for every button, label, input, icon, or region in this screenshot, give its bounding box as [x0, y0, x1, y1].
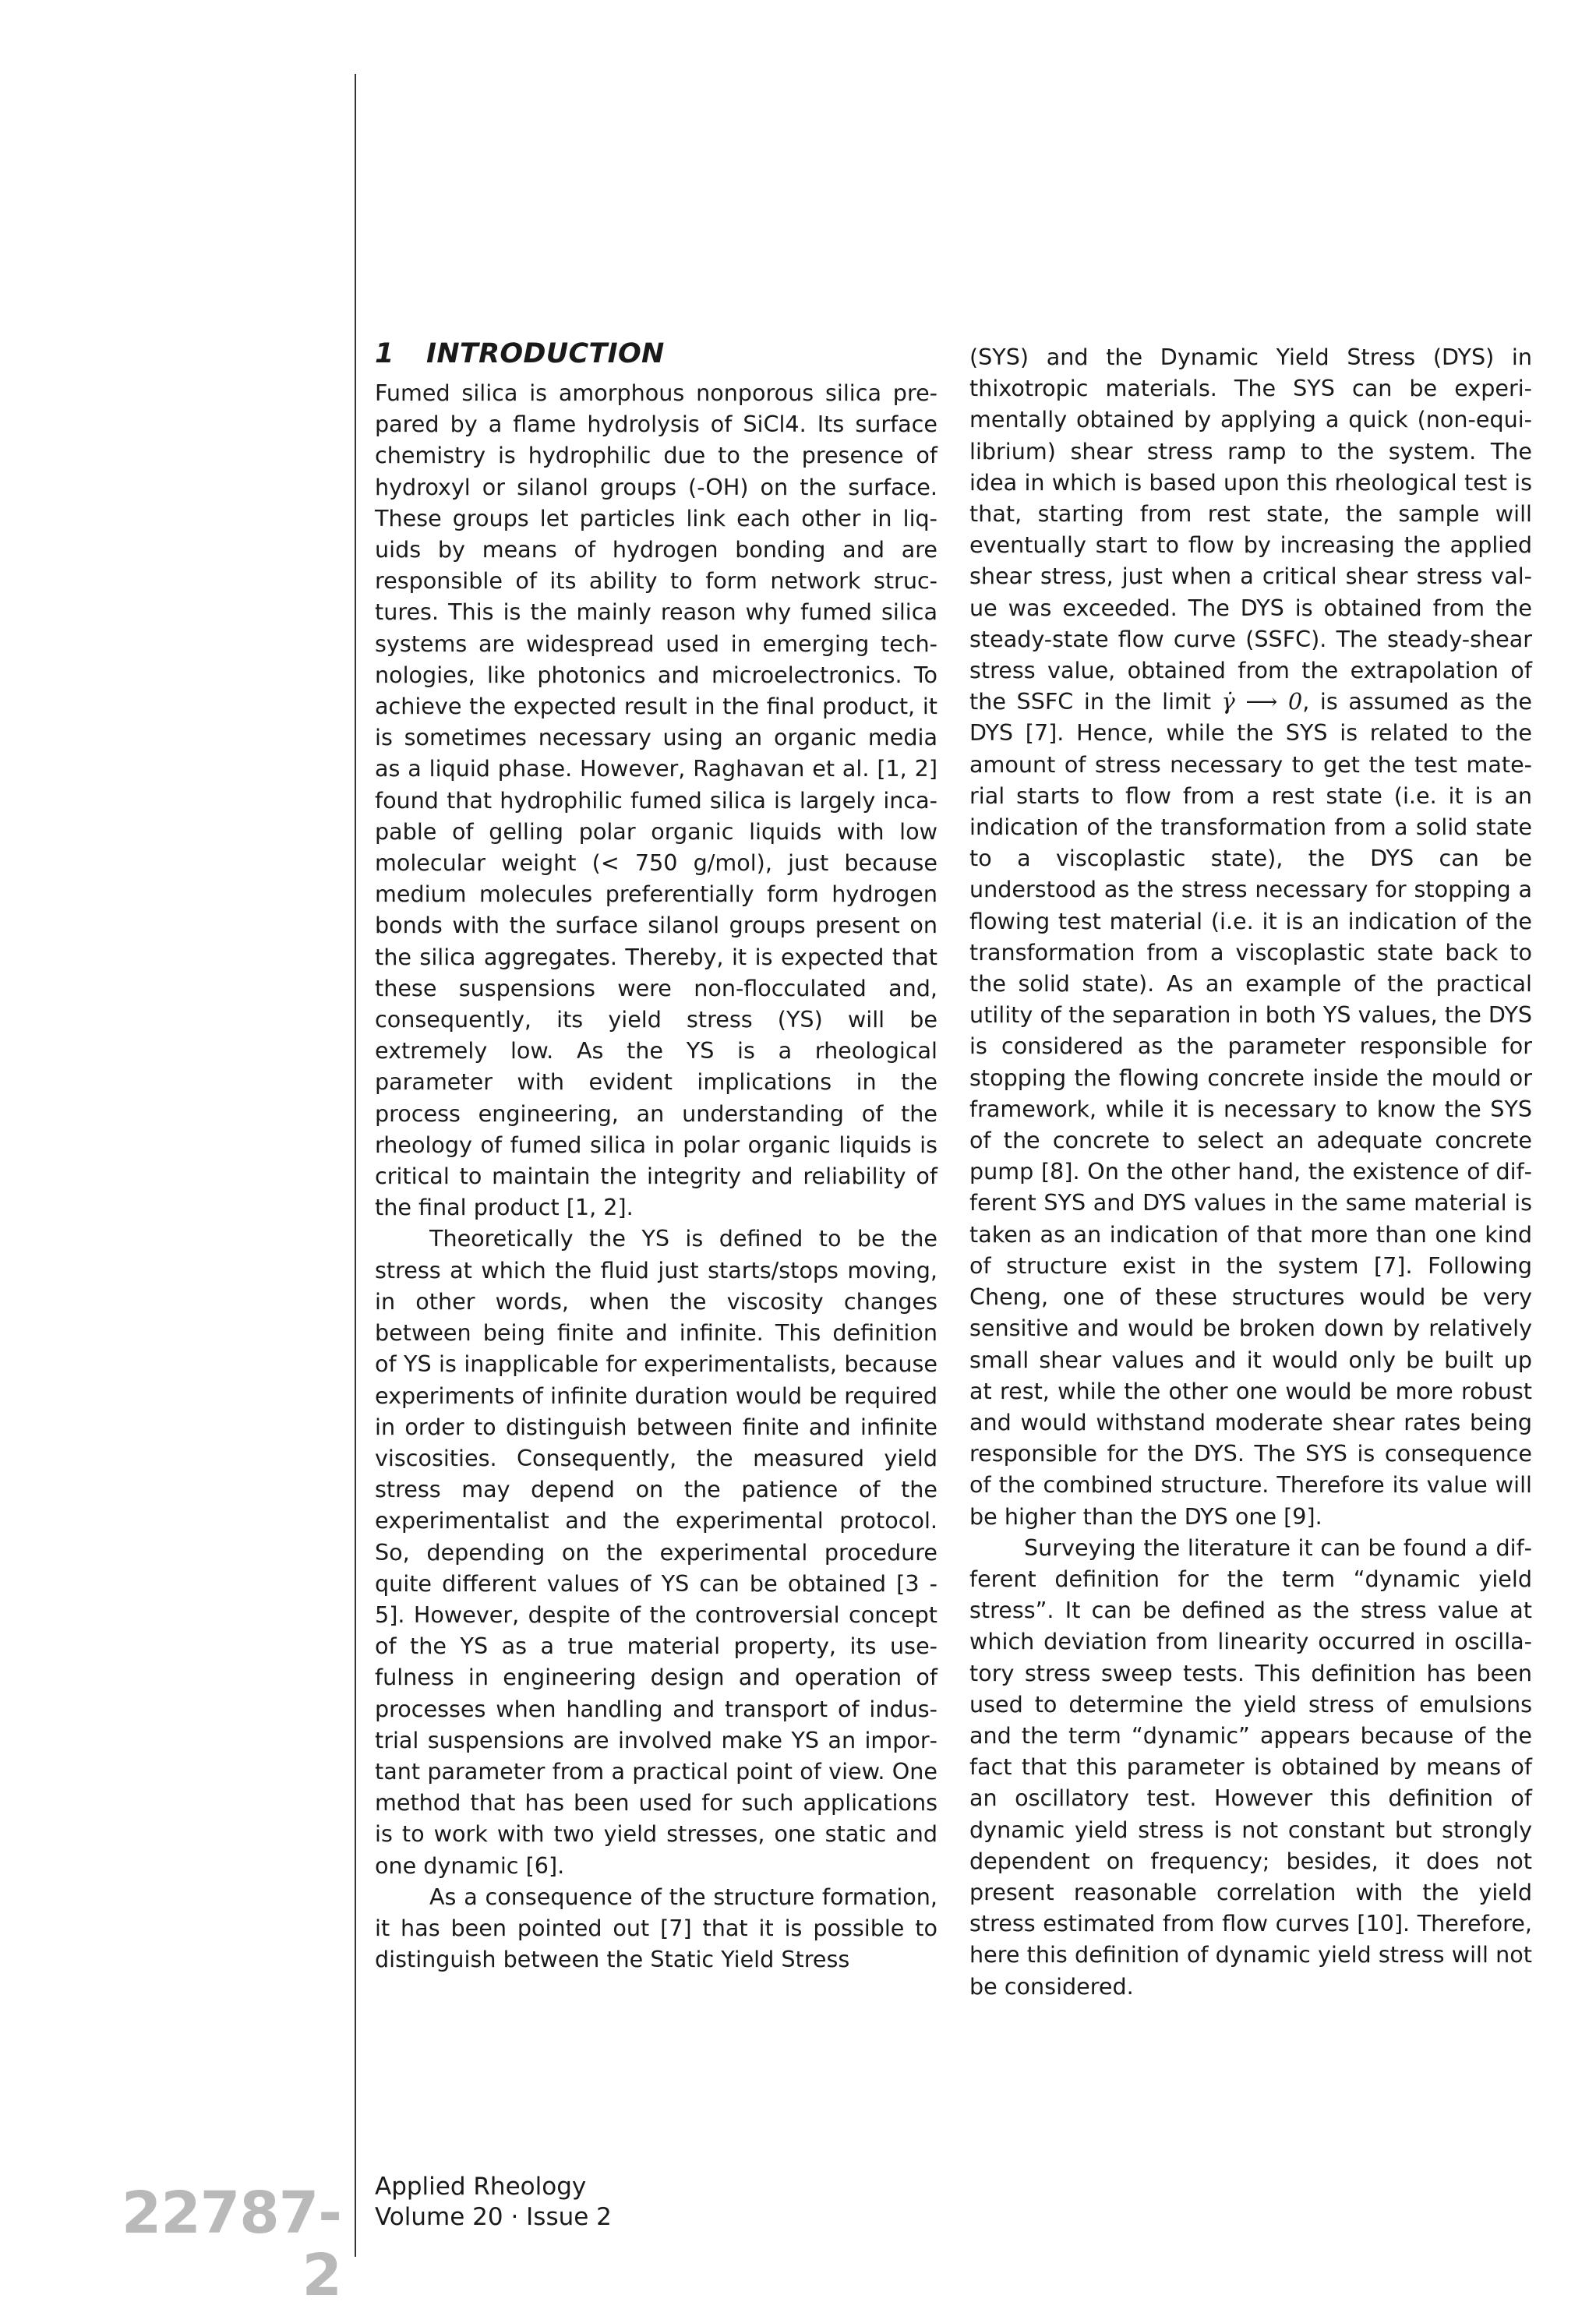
vertical-margin-rule — [355, 74, 356, 2257]
section-number: 1 — [375, 338, 394, 369]
intro-paragraph-3-continued — [969, 341, 1532, 1532]
page-number: 22787-2 — [121, 2180, 341, 2309]
intro-paragraph-2: Theoretically the YS is defined to be the stress at which the fluid just starts/stops moving, in other words, when the viscosity changes between being finite and infinite. This definition of YS is inapplicable for experimentalists, because experiments of infinite duration would be required in order to distinguish between finite and infinite viscosities. Consequently, the measured yield stress may depend on the patience of the experimentalist and the experimental protocol. So, depending on the experimental procedure quite different values of YS can be obtained [3 - 5]. However, despite of the controversial concept of the YS as a true material property, its usefulness in engineering design and operation of processes when handling and transport of industrial suspensions are involved make YS an important parameter from a practical point of view. One method that has been used for such applications is to work with two yield stresses, one static and one dynamic [6]. — [375, 1225, 937, 1879]
intro-paragraph-1: Fumed silica is amorphous nonporous silica prepared by a flame hydrolysis of SiCl4. Its surface chemistry is hydrophilic due to the presence of hydroxyl or silanol groups (-OH) on the surface. These groups let particles link each other in liquids by means of hydrogen bonding and are responsible of its ability to form network structures. This is the mainly reason why fumed silica systems are widespread used in emerging technologies, like photonics and microelectronics. To achieve the expected result in the final product, it is sometimes necessary using an organic media as a liquid phase. However, Raghavan et al. [1, 2] found that hydrophilic fumed silica is largely incapable of gelling polar organic liquids with low molecular weight (< 750 g/mol), just because medium molecules preferentially form hydrogen bonds with the surface silanol groups present on the silica aggregates. Thereby, it is expected that these suspensions were non-flocculated and, consequently, its yield stress (YS) will be extremely low. As the YS is a rheological parameter with evident implications in the process engineering, an understanding of the rheology of fumed silica in polar organic liquids is critical to maintain the integrity and reliability of the final product [1, 2]. — [375, 380, 937, 1221]
intro-paragraph-4: Surveying the literature it can be found a different definition for the term “dynamic yield stress”. It can be defined as the stress value at which deviation from linearity occurred in oscillatory stress sweep tests. This definition has been used to determine the yield stress of emulsions and the term “dynamic” appears because of the fact that this parameter is obtained by means of an oscillatory test. However this definition of dynamic yield stress is not constant but strongly dependent on frequency; besides, it does not present reasonable correlation with the yield stress estimated from flow curves [10]. Therefore, here this definition of dynamic yield stress will not be considered. — [969, 1534, 1532, 2000]
journal-info — [375, 2172, 612, 2233]
paragraph-text-after-formula: , is assumed as the DYS [7]. Hence, while the SYS is related to the amount of stress necessary to get the test material starts to flow from a rest state (i.e. it is an indication of the transformation from a solid state to a viscoplastic state), the DYS can be understood as the stress necessary for stopping a flowing test material (i.e. it is an indication of the transformation from a viscoplastic state back to the solid state). As an example of the practical utility of the separation in both YS values, the DYS is considered as the parameter responsible for stopping the flowing concrete inside the mould or framework, while it is necessary to know the SYS of the concrete to select an adequate concrete pump [8]. On the other hand, the existence of different SYS and DYS values in the same material is taken as an indication of that more than one kind of structure exist in the system [7]. Following Cheng, one of these structures would be very sensitive and would be broken down by relatively small shear values and it would only be built up at rest, while the other one would be more robust and would withstand moderate shear rates being responsible for the DYS. The SYS is consequence of the combined structure. Therefore its value will be higher than the DYS one [9]. — [969, 688, 1532, 1530]
volume-issue: Volume 20 · Issue 2 — [375, 2203, 612, 2231]
right-text-column — [969, 341, 1532, 2002]
intro-paragraph-3: As a consequence of the structure formation, it has been pointed out [7] that it is possible to distinguish between the Static Yield Stress — [375, 1883, 937, 1973]
paragraph-text-before-formula: (SYS) and the Dynamic Yield Stress (DYS) in thixotropic materials. The SYS can be experimentally obtained by applying a quick (non-equilibrium) shear stress ramp to the system. The idea in which is based upon this rheological test is that, starting from rest state, the sample will eventually start to flow by increasing the applied shear stress, just when a critical shear stress value was exceeded. The DYS is obtained from the steady-state flow curve (SSFC). The steady-shear stress value, obtained from the extrapolation of the SSFC in the limit — [969, 344, 1532, 715]
journal-name: Applied Rheology — [375, 2173, 587, 2201]
section-title: INTRODUCTION — [426, 338, 665, 369]
section-heading — [375, 338, 937, 369]
shear-rate-limit-formula: γ̇ ⟶ 0 — [1221, 688, 1303, 715]
left-text-column — [375, 338, 937, 1975]
